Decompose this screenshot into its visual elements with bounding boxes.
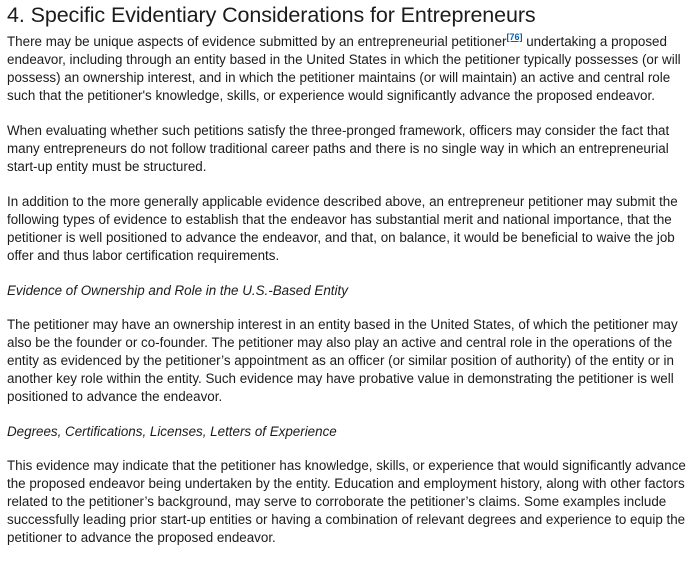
document-page [0, 2, 700, 547]
intro-paragraph [7, 33, 692, 105]
degrees-subheading: Degrees, Certifications, Licenses, Letters of Experience [7, 424, 337, 439]
footnote-superscript [506, 32, 522, 42]
evaluation-paragraph: When evaluating whether such petitions satisfy the three-pronged framework, officers may consider the fact that many entrepreneurs do not follow traditional career paths and there is no single way in which an entrepreneurial start-up entity must be structured. [7, 123, 670, 174]
additional-evidence-paragraph: In addition to the more generally applicable evidence described above, an entrepreneur petitioner may submit the following types of evidence to establish that the endeavor has substantial merit and national importance, that the petitioner is well positioned to advance the endeavor, and that, on balance, it would be beneficial to waive the job offer and thus labor certification requirements. [7, 194, 678, 263]
degrees-paragraph: This evidence may indicate that the petitioner has knowledge, skills, or experience that would significantly advance the proposed endeavor being undertaken by the entity. Education and employment history, along with other factors related to the petitioner’s background, may serve to corroborate the petitioner’s claims. Some examples include successfully leading prior start-up entities or having a combination of relevant degrees and experience to equip the petitioner to advance the proposed endeavor. [7, 458, 686, 545]
ownership-paragraph: The petitioner may have an ownership interest in an entity based in the United States, of which the petitioner may also be the founder or co-founder. The petitioner may also play an active and central role in the operations of the entity as evidenced by the petitioner’s appointment as an officer (or similar position of authority) of the entity or in another key role within the entity. Such evidence may have probative value in demonstrating the petitioner is well positioned to advance the endeavor. [7, 317, 678, 404]
ownership-subheading: Evidence of Ownership and Role in the U.S.-Based Entity [7, 283, 348, 298]
intro-text-after-ref: undertaking a proposed endeavor, including through an entity based in the United States in which the petitioner typically possesses (or will possess) an ownership interest, and in which the petitioner maintains (or will maintain) an active and central role such that the petitioner's knowledge, skills, or experience would significantly advance the proposed endeavor. [7, 34, 681, 103]
intro-text-before-ref: There may be unique aspects of evidence submitted by an entrepreneurial petitioner [7, 34, 507, 49]
section-heading: 4. Specific Evidentiary Considerations for Entrepreneurs [7, 3, 536, 27]
footnote-link-76[interactable]: [76] [506, 32, 523, 42]
